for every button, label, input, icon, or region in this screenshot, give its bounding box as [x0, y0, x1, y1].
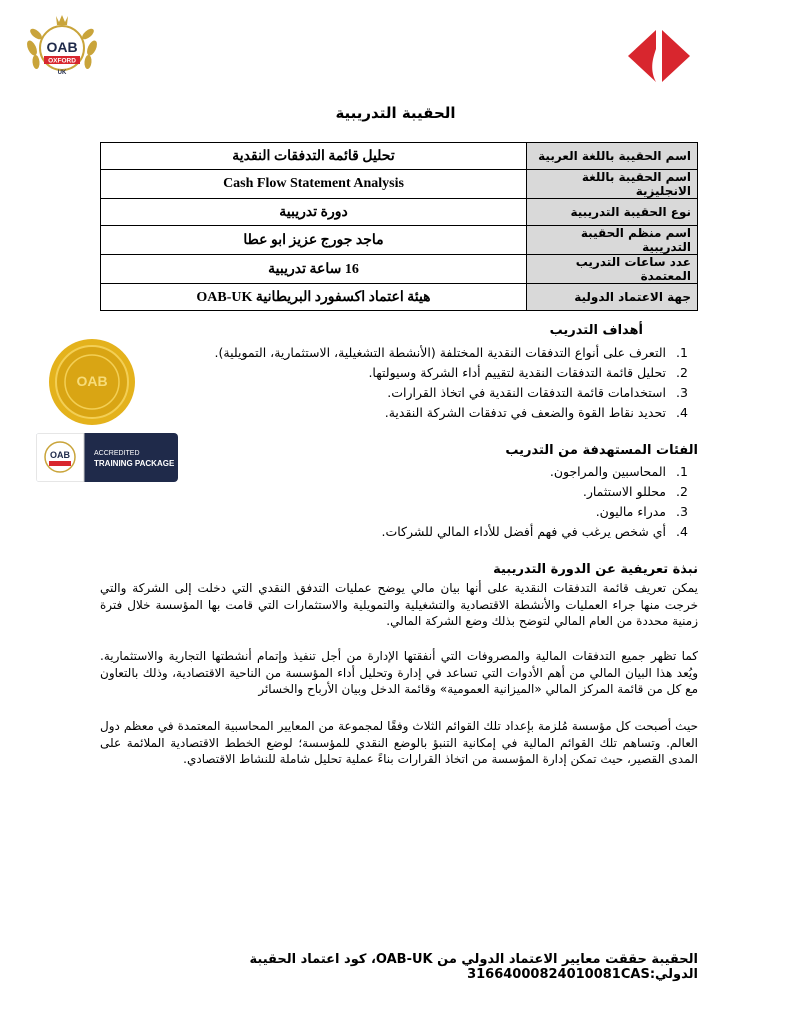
row-label: عدد ساعات التدريب المعتمدة — [527, 255, 698, 284]
list-item: 4. تحديد نقاط القوة والضعف في تدفقات الشركة النقدية. — [192, 403, 672, 423]
course-info-table — [100, 142, 698, 311]
list-item: 1. المحاسبين والمراجون. — [272, 462, 672, 482]
row-value: هيئة اعتماد اكسفورد البريطانية OAB-UK — [101, 284, 527, 311]
list-item: 3. استخدامات قائمة التدفقات النقدية في اتخاذ القرارات. — [192, 383, 672, 403]
table-row — [101, 143, 698, 170]
badge-oab-text: OAB — [50, 450, 70, 460]
table-row — [101, 170, 698, 199]
overview-paragraph-2: كما تظهر جميع التدفقات المالية والمصروفات التي أنفقتها الإدارة من أجل تنفيذ وإتمام أنشطتها التجارية والاستثمارية. ويُعد هذا البيان المالي من أهم الأدوات التي تساعد في إدارة وتحليل أداء المؤسسة من الناحية الاقتصادية، وذلك بالتعاون مع كل من قائمة المركز المالي «الميزانية العمومية» وقائمة الدخل وبيان الأرباح والخسائر — [100, 649, 698, 696]
oab-logo-text: OAB — [46, 39, 78, 55]
row-value: 16 ساعة تدريبية — [101, 255, 527, 284]
objectives-heading: أهداف التدريب — [549, 323, 643, 338]
oxford-logo-text: OXFORD — [48, 57, 76, 65]
audience-list — [272, 462, 694, 542]
overview-heading: نبذة تعريفية عن الدورة التدريبية — [493, 562, 698, 577]
list-item: 2. محللو الاستثمار. — [272, 482, 672, 502]
list-item: 1. التعرف على أنواع التدفقات النقدية المختلفة (الأنشطة التشغيلية، الاستثمارية، التمويلية). — [192, 343, 672, 363]
row-value: تحليل قائمة التدفقات النقدية — [101, 143, 527, 170]
accredited-training-badge — [36, 433, 178, 482]
list-item: 2. تحليل قائمة التدفقات النقدية لتقييم أداء الشركة وسيولتها. — [192, 363, 672, 383]
accreditation-footer: الحقيبة حققت معايير الاعتماد الدولي من OAB-UK، كود اعتماد الحقيبة الدولي:31664000824010081CAS — [249, 952, 698, 982]
document-title: الحقيبة التدريبية — [335, 104, 456, 122]
row-value: ماجد جورج عزيز ابو عطا — [101, 226, 527, 255]
list-item: 4. أي شخص يرغب في فهم أفضل للأداء المالي للشركات. — [272, 522, 672, 542]
badge-line2: TRAINING PACKAGE — [94, 459, 175, 468]
table-row — [101, 284, 698, 311]
list-item: 3. مدراء ماليون. — [272, 502, 672, 522]
seal-text: OAB — [76, 373, 108, 389]
row-value: دورة تدريبية — [101, 199, 527, 226]
overview-paragraph-3: حيث أصبحت كل مؤسسة مُلزمة بإعداد تلك القوائم الثلاث وفقًا لمجموعة من المعايير المحاسبية المعتمدة في معظم دول العالم. وتساهم تلك القوائم المالية في إمكانية التنبؤ بالوضع النقدي للمؤسسة؛ لوضع الخطط الاقتصادية الملائمة على المدى القصير، حيث تمكن إدارة المؤسسة من اتخاذ القرارات بناءً عملية تحليل شاملة للنشاط الاقتصادي. — [100, 719, 698, 766]
row-label: اسم الحقيبة باللغة العربية — [527, 143, 698, 170]
uk-logo-text: UK — [57, 70, 67, 76]
table-row — [101, 255, 698, 284]
row-label: نوع الحقيبة التدريبية — [527, 199, 698, 226]
row-label: اسم الحقيبة باللغة الانجليزية — [527, 170, 698, 199]
objectives-list — [192, 343, 694, 423]
overview-paragraph-1: يمكن تعريف قائمة التدفقات النقدية على أنها بيان مالي يوضح عمليات التدفق النقدي التي دخلت إلى الشركة والتي خرجت منها جراء العمليات والأنشطة الاقتصادية والتشغيلية والتمويلية والاستثمارات التي قامت بها المؤسسة خلال فترة زمنية محددة من العام المالي لتوضح بذلك وضع الشركة المالي. — [100, 581, 698, 628]
row-value: Cash Flow Statement Analysis — [101, 170, 527, 199]
accreditation-seal — [48, 338, 136, 426]
row-label: اسم منظم الحقيبة التدريبية — [527, 226, 698, 255]
badge-line1: ACCREDITED — [94, 450, 140, 457]
table-row — [101, 199, 698, 226]
table-row — [101, 226, 698, 255]
oab-oxford-logo — [22, 12, 102, 82]
audience-heading: الفئات المستهدفة من التدريب — [505, 443, 698, 458]
row-label: جهة الاعتماد الدولية — [527, 284, 698, 311]
organizer-logo — [626, 28, 692, 84]
